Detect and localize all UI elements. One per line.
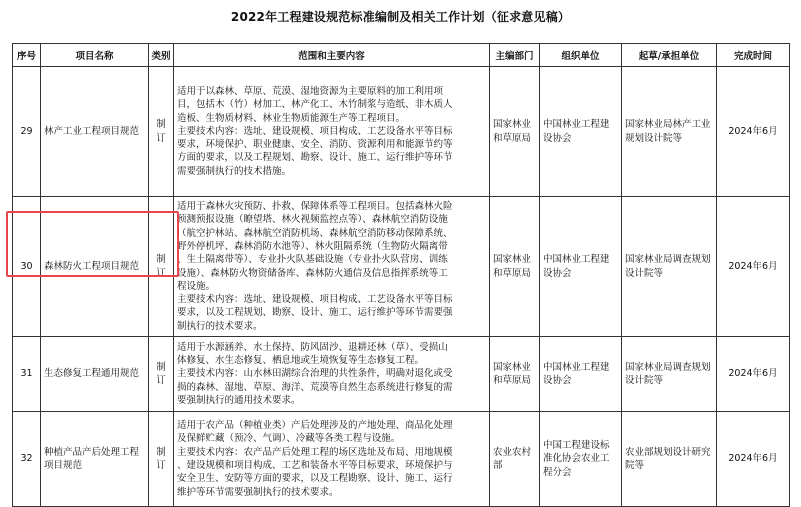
header-type: 类别 (149, 44, 174, 67)
scope-line: 安全卫生、安防等方面的要求，以及工程勘察、设计、施工、运行 (177, 473, 453, 485)
cell-seq: 31 (13, 337, 41, 412)
cell-scope (174, 337, 490, 412)
cell-project-name: 种植产品产后处理工程项目规范 (41, 412, 149, 507)
header-org: 组织单位 (540, 44, 622, 67)
cell-org: 中国林业工程建设协会 (540, 197, 622, 337)
cell-drafter: 国家林业局林产工业规划设计院等 (622, 67, 717, 197)
scope-line: 适用于水源涵养、水土保持、防风固沙、退耕还林（草）、受损山 (177, 341, 448, 353)
document-title: 2022年工程建设规范标准编制及相关工作计划（征求意见稿） (230, 10, 571, 24)
scope-line: 野外停机坪、森林消防水池等）、林火阻隔系统（生物防火隔离带 (177, 240, 448, 252)
cell-type: 制订 (149, 67, 174, 197)
scope-line: 要求，环境保护、职业健康、安全、消防、资源利用和能源节约等 (177, 139, 453, 151)
cell-project-name: 森林防火工程项目规范 (41, 197, 149, 337)
cell-dept: 国家林业和草原局 (490, 337, 540, 412)
scope-line: 损的森林、湿地、草原、海洋、荒漠等自然生态系统进行修复的需 (177, 381, 453, 393)
table-row (13, 337, 790, 412)
cell-dept: 国家林业和草原局 (490, 197, 540, 337)
cell-seq: 29 (13, 67, 41, 197)
cell-org: 中国林业工程建设协会 (540, 67, 622, 197)
header-name: 项目名称 (41, 44, 149, 67)
header-deadline: 完成时间 (717, 44, 790, 67)
scope-line: 适用于农产品（种植业类）产后处理涉及的产地处理、商品化处理 (177, 420, 453, 432)
cell-deadline: 2024年6月 (717, 337, 790, 412)
scope-line: 程设施。 (177, 280, 216, 292)
scope-line: 适用于森林火灾预防、扑救、保障体系等工程项目。包括森林火险 (177, 201, 453, 213)
scope-line: 目，包括木（竹）材加工、林产化工、木竹制浆与造纸、非木质人 (177, 99, 453, 111)
scope-line: 及保鲜贮藏（预冷、气调）、冷藏等各类工程与设施。 (177, 433, 401, 445)
header-dept: 主编部门 (490, 44, 540, 67)
scope-line: 方面的要求，以及工程规划、勘察、设计、施工、运行维护等环节 (177, 152, 453, 164)
cell-seq: 32 (13, 412, 41, 507)
scope-line: 维护等环节需要强制执行的技术要求。 (177, 486, 339, 498)
scope-line: 主要技术内容：山水林田湖综合治理的共性条件，明确对退化或受 (177, 368, 453, 380)
header-seq: 序号 (13, 44, 41, 67)
cell-deadline: 2024年6月 (717, 67, 790, 197)
highlight-box (6, 211, 179, 277)
header-drafter: 起草/承担单位 (622, 44, 717, 67)
cell-type: 制订 (149, 412, 174, 507)
cell-project-name: 生态修复工程通用规范 (41, 337, 149, 412)
cell-project-name: 林产工业工程项目规范 (41, 67, 149, 197)
scope-line: 、建设规模和项目构成、工艺和装备水平等目标要求，环境保护与 (177, 460, 453, 471)
scope-line: 要求，以及工程规划、勘察、设计、施工、运行维护等环节需要强 (177, 307, 453, 319)
cell-seq: 30 (13, 197, 41, 337)
cell-org: 中国工程建设标准化协会农业工程分会 (540, 412, 622, 507)
cell-dept: 农业农村部 (490, 412, 540, 507)
scope-line: 适用于以森林、草原、荒漠、湿地资源为主要原料的加工利用项 (177, 85, 444, 97)
cell-scope (174, 412, 490, 507)
scope-line: 主要技术内容：选址、建设规模、项目构成、工艺设备水平等目标 (177, 294, 453, 306)
header-scope: 范围和主要内容 (174, 44, 490, 67)
scope-line: 造板、生物质材料、林业生物质能源生产等工程项目。 (177, 112, 406, 124)
cell-type: 制订 (149, 337, 174, 412)
scope-line: 设施）、森林防火物资储备库、森林防火通信及信息指挥系统等工 (177, 267, 448, 279)
cell-dept: 国家林业和草原局 (490, 67, 540, 197)
cell-deadline: 2024年6月 (717, 412, 790, 507)
table-row (13, 412, 790, 507)
scope-line: 主要技术内容：选址、建设规模、项目构成、工艺设备水平等目标 (177, 125, 453, 137)
scope-line: 预测预报设施（瞭望塔、林火视频监控点等）、森林航空消防设施 (177, 214, 448, 226)
scope-line: 体修复、水生态修复、栖息地或生境恢复等生态修复工程。 (177, 355, 425, 367)
table-header-row (13, 44, 790, 67)
scope-line: 要强制执行的通用技术要求。 (177, 394, 301, 406)
scope-line: 主要技术内容：农产品产后处理工程的场区选址及布局、用地规模 (177, 446, 453, 458)
scope-line: 制执行的技术要求。 (177, 320, 263, 332)
scope-line: 需要强制执行的技术措施。 (177, 165, 292, 177)
cell-drafter: 国家林业局调查规划设计院等 (622, 197, 717, 337)
cell-drafter: 国家林业局调查规划设计院等 (622, 337, 717, 412)
cell-scope (174, 67, 490, 197)
cell-type: 制订 (149, 197, 174, 337)
cell-drafter: 农业部规划设计研究院等 (622, 412, 717, 507)
cell-deadline: 2024年6月 (717, 197, 790, 337)
scope-line: （航空护林站、森林航空消防机场、森林航空消防移动保障系统、 (177, 227, 453, 239)
table-row (13, 67, 790, 197)
cell-org: 中国林业工程建设协会 (540, 337, 622, 412)
scope-line: 、生土隔离带等）、专业扑火队基础设施（专业扑火队营房、训练 (177, 254, 448, 266)
cell-scope (174, 197, 490, 337)
